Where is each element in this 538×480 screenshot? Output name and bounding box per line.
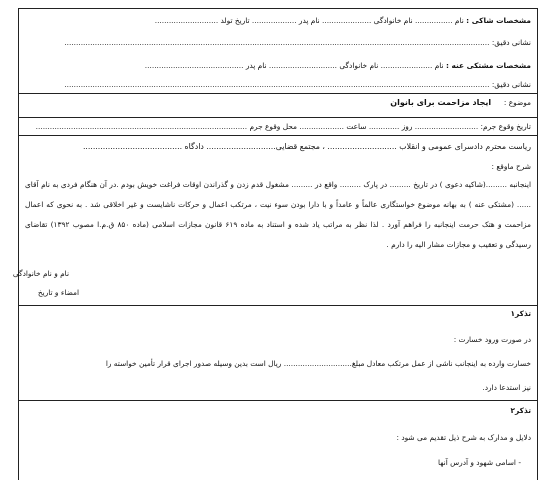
addressee-line: ریاست محترم دادسرای عمومی و انقلاب ............................ ، مجتمع قضایی............................ دادگاه ........................................ (82, 142, 531, 151)
subject-line (390, 97, 531, 109)
note1-line1: در صورت ورود خسارت : (453, 335, 531, 344)
signature-sign-label: امضاء و تاریخ (37, 288, 79, 297)
defendant-address: نشانی دقیق: ..................................................................................................................................................................................... (64, 80, 531, 89)
note2-heading: تذکر۲ (510, 406, 531, 415)
divider (19, 305, 537, 306)
subject-value: ایجاد مزاحمت برای بانوان (390, 98, 492, 107)
complaint-form (12, 8, 538, 480)
note1-line3: نیز استدعا دارد. (482, 383, 531, 392)
complainant-heading: مشخصات شاکی : (466, 16, 531, 25)
note1-line2: خسارت وارده به اینجانب ناشی از عمل مرتکب معادل مبلغ............................. ریال است بدین وسیله صدور اجرای قرار تأمین خواسته را (105, 359, 531, 368)
note2-line1: دلایل و مدارک به شرح ذیل تقدیم می شود : (396, 433, 531, 442)
defendant-heading: مشخصات مشتکی عنه : (445, 61, 531, 70)
divider (19, 400, 537, 401)
incident-date-line: تاریخ وقوع جرم: ........................... روز ............. ساعت ................... محل وقوع جرم .......................................................................................... (35, 122, 531, 131)
description-heading: شرح ماوقع : (491, 162, 531, 171)
description-body: اینجانبه .........(شاکیه دعوی ) در تاریخ ......... در پارک ......... واقع در ......... مشغول قدم زدن و گذراندن اوقات فراغت خویش بودم .در آن هنگام فردی به نام آقای ...... (مشتکی عنه ) به بهانه موضوع خواستگاری عالماً و عامداً و با دارا بودن سوء نیت ، مرتکب اعمال و حرکات ناشایست و غیر اخلاقی شد . به نحوی که اعمال مزاحمت و هتک حرمت اینجانبه را فراهم آورد . لذا نظر به مراتب یاد شده و استناد به ماده ۶۱۹ قانون مجازات اسلامی (ماده ۸۵۰ ق.م.ا مصوب ۱۳۹۲) تقاضای رسیدگی و تعقیب و مجازات مشار الیه را دارم . (25, 180, 531, 249)
note1-heading: تذکر۱ (510, 309, 531, 318)
complainant-address: نشانی دقیق: ..................................................................................................................................................................................... (64, 38, 531, 47)
divider (19, 117, 537, 118)
signature-name-label: نام و نام خانوادگی (12, 269, 69, 278)
defendant-fields: نام ...................... نام خانوادگی ............................. نام پدر .......................................... (144, 61, 444, 70)
subject-label: موضوع : (503, 98, 531, 107)
complainant-line (155, 15, 531, 27)
note2-item1: - اسامی شهود و آدرس آنها (437, 458, 521, 467)
defendant-line (145, 60, 531, 72)
divider (19, 135, 537, 136)
complainant-fields: نام ................ نام خانوادگی ..................... نام پدر ................... تاریخ تولد ........................... (154, 16, 464, 25)
divider (19, 93, 537, 94)
